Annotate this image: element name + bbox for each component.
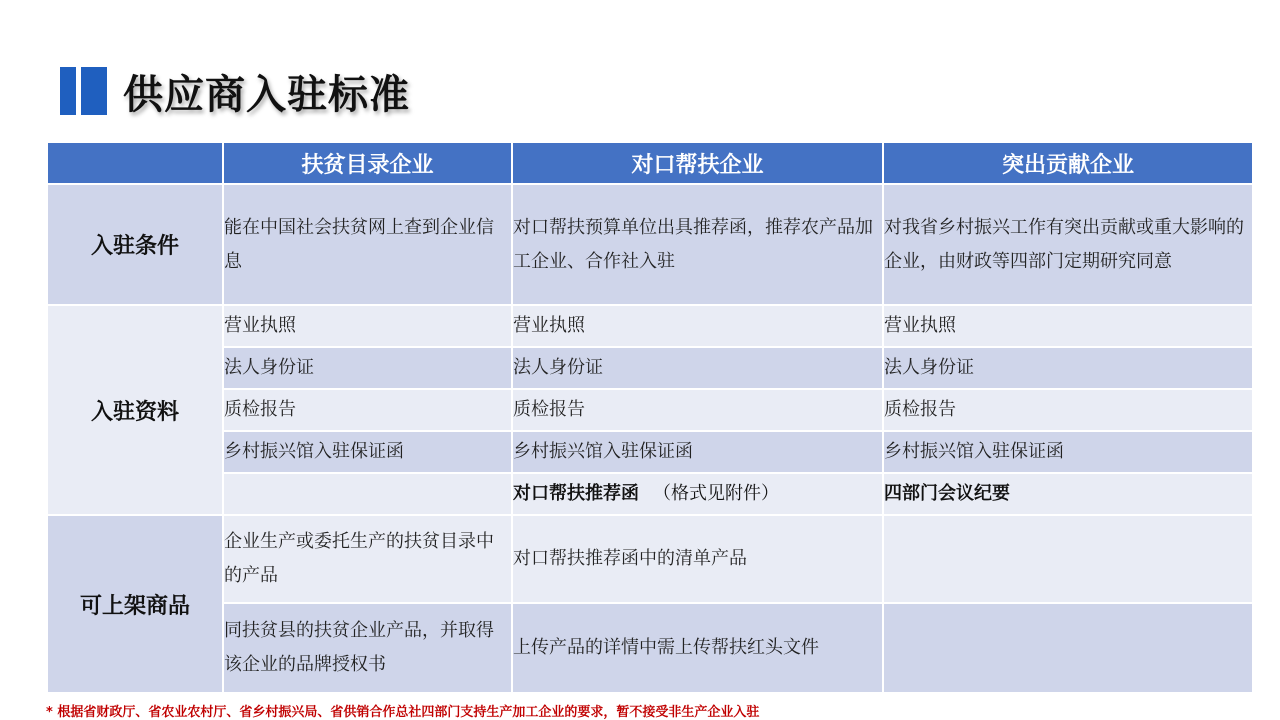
table-cell: 法人身份证 (883, 347, 1253, 389)
header-outstanding-contribution: 突出贡献企业 (883, 142, 1253, 184)
header-paired-assistance: 对口帮扶企业 (512, 142, 883, 184)
row-label-products: 可上架商品 (47, 515, 223, 693)
title-accent-bar (60, 67, 76, 115)
format-note: （格式见附件） (653, 483, 779, 504)
table-cell: 能在中国社会扶贫网上查到企业信息 (223, 184, 512, 305)
table-cell: 乡村振兴馆入驻保证函 (223, 431, 512, 473)
table-cell (883, 603, 1253, 693)
table-cell (512, 473, 883, 515)
table-cell (883, 515, 1253, 603)
table-cell: 质检报告 (883, 389, 1253, 431)
materials-row (47, 347, 1253, 389)
title-accent-bar (81, 67, 107, 115)
conditions-row (47, 184, 1253, 305)
table-cell: 乡村振兴馆入驻保证函 (883, 431, 1253, 473)
table-cell: 法人身份证 (223, 347, 512, 389)
header-row (47, 142, 1253, 184)
table-cell: 对口帮扶推荐函中的清单产品 (512, 515, 883, 603)
table-cell: 对口帮扶预算单位出具推荐函，推荐农产品加工企业、合作社入驻 (512, 184, 883, 305)
products-row (47, 515, 1253, 603)
footnote: * 根据省财政厅、省农业农村厅、省乡村振兴局、省供销合作总社四部门支持生产加工企业的要求，暂不接受非生产企业入驻 (46, 705, 760, 720)
recommendation-letter: 对口帮扶推荐函 (513, 483, 639, 504)
table-cell: 质检报告 (223, 389, 512, 431)
table-cell (223, 473, 512, 515)
products-row (47, 603, 1253, 693)
title-block (60, 66, 410, 116)
materials-row (47, 305, 1253, 347)
table-cell: 对我省乡村振兴工作有突出贡献或重大影响的企业，由财政等四部门定期研究同意 (883, 184, 1253, 305)
table-cell: 乡村振兴馆入驻保证函 (512, 431, 883, 473)
page-title: 供应商入驻标准 (123, 71, 410, 118)
materials-extra-row (47, 473, 1253, 515)
header-cell-empty (47, 142, 223, 184)
table-cell: 企业生产或委托生产的扶贫目录中的产品 (223, 515, 512, 603)
table-cell: 四部门会议纪要 (883, 473, 1253, 515)
row-label-conditions: 入驻条件 (47, 184, 223, 305)
table-cell: 同扶贫县的扶贫企业产品，并取得该企业的品牌授权书 (223, 603, 512, 693)
table-cell: 营业执照 (883, 305, 1253, 347)
materials-row (47, 431, 1253, 473)
header-poverty-catalog: 扶贫目录企业 (223, 142, 512, 184)
row-label-materials: 入驻资料 (47, 305, 223, 515)
table-cell: 营业执照 (223, 305, 512, 347)
table-cell: 法人身份证 (512, 347, 883, 389)
materials-row (47, 389, 1253, 431)
supplier-standard-table (46, 141, 1254, 694)
table-cell: 营业执照 (512, 305, 883, 347)
table-cell: 上传产品的详情中需上传帮扶红头文件 (512, 603, 883, 693)
table-cell: 质检报告 (512, 389, 883, 431)
